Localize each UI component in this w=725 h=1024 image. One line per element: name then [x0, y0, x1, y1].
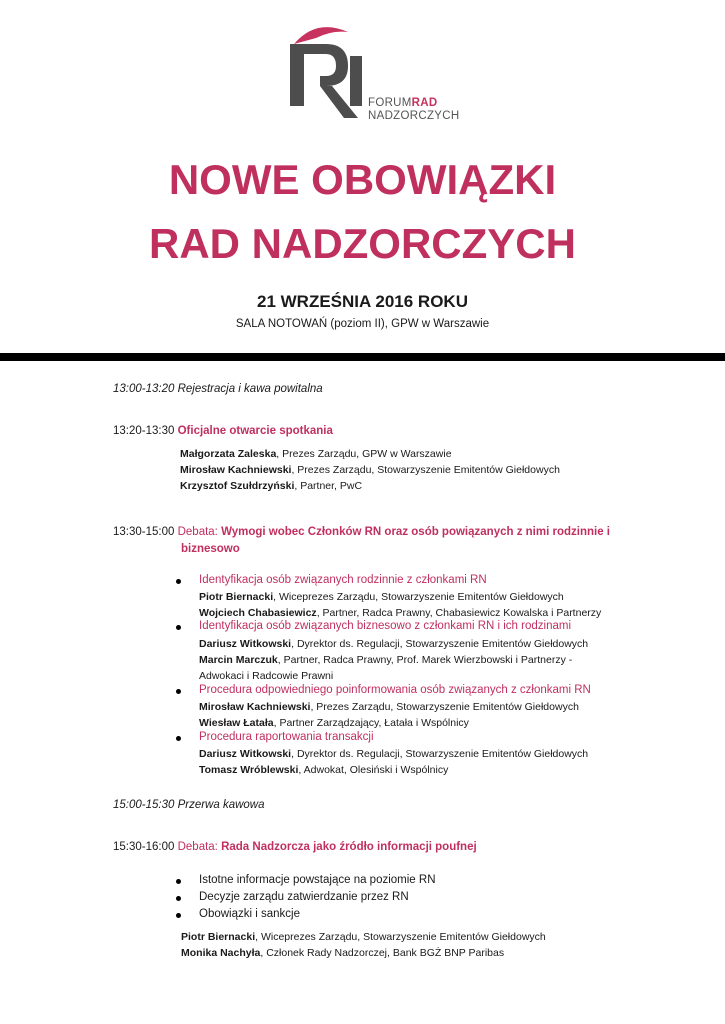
title-line-2: RAD NADZORCZYCH: [149, 220, 576, 267]
topic-speaker: Piotr Biernacki, Wiceprezes Zarządu, Stowarzyszenie Emitentów Giełdowych: [199, 591, 564, 603]
debate-2-topic: Obowiązki i sankcje: [199, 908, 300, 920]
debate-2-speaker: Piotr Biernacki, Wiceprezes Zarządu, Stowarzyszenie Emitentów Giełdowych: [181, 931, 546, 943]
topic-speaker-cont: Adwokaci i Radcowie Prawni: [199, 670, 334, 682]
title-line-1: NOWE OBOWIĄZKI: [168, 156, 557, 203]
topic-speaker: Dariusz Witkowski, Dyrektor ds. Regulacji, Stowarzyszenie Emitentów Giełdowych: [199, 638, 589, 650]
agenda-debate-1: 13:30-15:00 Debata: Wymogi wobec Członków RN oraz osób powiązanych z nimi rodzinnie i: [113, 526, 610, 538]
bullet-icon: [176, 896, 181, 901]
debate-2-topic: Istotne informacje powstające na poziomie RN: [199, 874, 436, 886]
bullet-icon: [176, 736, 181, 741]
agenda-debate-1-title-cont: biznesowo: [181, 543, 240, 555]
topic-speaker: Marcin Marczuk, Partner, Radca Prawny, Prof. Marek Wierzbowski i Partnerzy -: [199, 654, 573, 666]
logo-arc: [294, 27, 348, 44]
bullet-icon: [176, 625, 181, 630]
opening-speaker: Mirosław Kachniewski, Prezes Zarządu, Stowarzyszenie Emitentów Giełdowych: [180, 464, 560, 476]
topic-title: Procedura raportowania transakcji: [199, 731, 374, 743]
bullet-icon: [176, 689, 181, 694]
topic-title: Identyfikacja osób związanych rodzinnie z członkami RN: [199, 574, 487, 586]
topic-speaker: Wiesław Łatała, Partner Zarządzający, Łatała i Wspólnicy: [199, 717, 469, 729]
logo-r-bowl: [304, 44, 348, 86]
topic-speaker: Mirosław Kachniewski, Prezes Zarządu, Stowarzyszenie Emitentów Giełdowych: [199, 701, 579, 713]
agenda-registration: 13:00-13:20 Rejestracja i kawa powitalna: [113, 383, 323, 395]
topic-speaker: Tomasz Wróblewski, Adwokat, Olesiński i Wspólnicy: [199, 764, 449, 776]
topic-title: Identyfikacja osób związanych biznesowo z członkami RN i ich rodzinami: [199, 620, 571, 632]
opening-speaker: Krzysztof Szułdrzyński, Partner, PwC: [180, 480, 363, 492]
divider: [0, 353, 725, 361]
debate-2-topic: Decyzje zarządu zatwierdzanie przez RN: [199, 891, 409, 903]
agenda-debate-2: 15:30-16:00 Debata: Rada Nadzorcza jako źródło informacji poufnej: [113, 841, 477, 853]
logo-r-stem: [290, 44, 304, 106]
opening-speaker: Małgorzata Zaleska, Prezes Zarządu, GPW w Warszawie: [180, 448, 452, 460]
bullet-icon: [176, 913, 181, 918]
topic-title: Procedura odpowiedniego poinformowania osób związanych z członkami RN: [199, 684, 591, 696]
logo-n-stem: [350, 56, 362, 106]
agenda-opening: 13:20-13:30 Oficjalne otwarcie spotkania: [113, 425, 333, 437]
event-venue: SALA NOTOWAŃ (poziom II), GPW w Warszawie: [235, 318, 490, 330]
bullet-icon: [176, 579, 181, 584]
event-date: 21 WRZEŚNIA 2016 ROKU: [257, 292, 468, 311]
topic-speaker: Dariusz Witkowski, Dyrektor ds. Regulacji, Stowarzyszenie Emitentów Giełdowych: [199, 748, 589, 760]
bullet-icon: [176, 879, 181, 884]
agenda-break: 15:00-15:30 Przerwa kawowa: [113, 799, 265, 811]
topic-speaker: Wojciech Chabasiewicz, Partner, Radca Prawny, Chabasiewicz Kowalska i Partnerzy: [199, 607, 602, 619]
debate-2-speaker: Monika Nachyła, Członek Rady Nadzorczej, Bank BGŻ BNP Paribas: [181, 947, 505, 959]
logo-wordmark: FORUMRAD NADZORCZYCH: [368, 97, 460, 122]
